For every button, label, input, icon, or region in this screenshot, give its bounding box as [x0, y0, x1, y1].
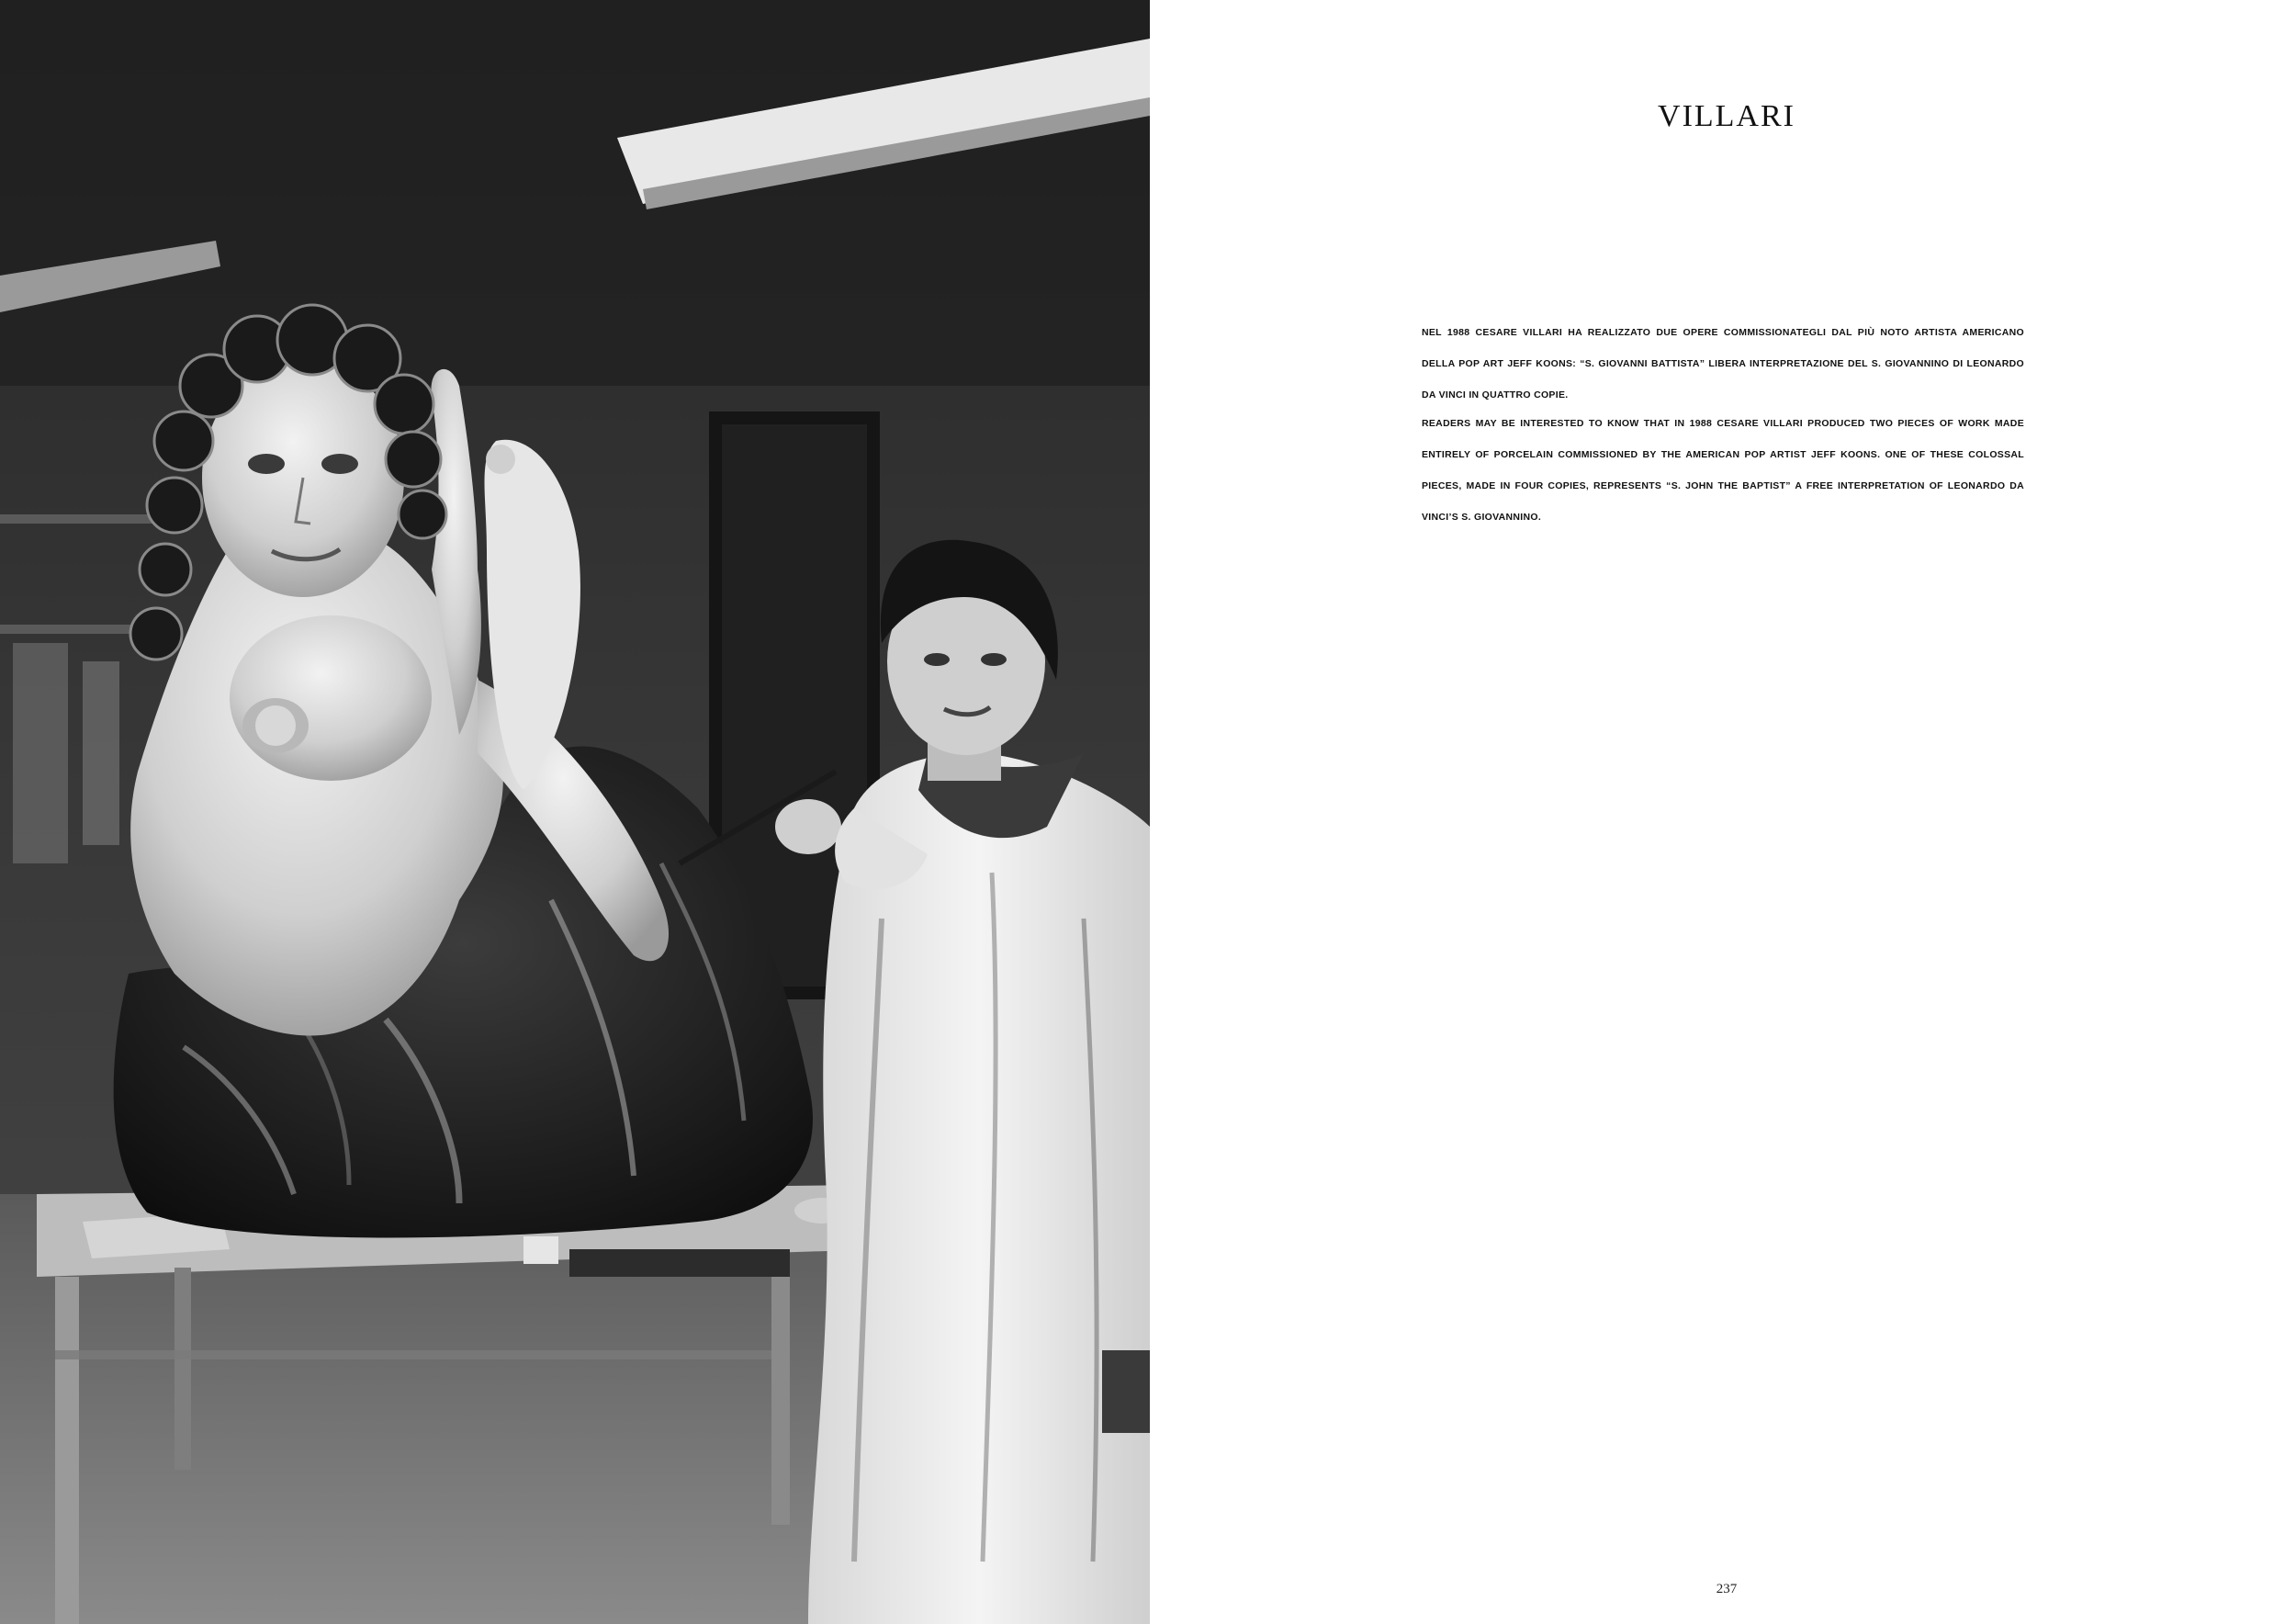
page-number: 237	[1716, 1582, 1738, 1596]
page-title: VILLARI	[1658, 99, 1795, 133]
paragraph-italian: NEL 1988 CESARE VILLARI HA REALIZZATO DUE OPERE COMMISSIONATEGLI DAL PIÙ NOTO ARTISTA AMERICANO DELLA POP ART JEFF KOONS: “S. GIOVANNI BATTISTA” LIBERA INTERPRETAZIONE DEL S. GIOVANNINO DI LEONARDO DA VINCI IN QUATTRO COPIE.	[1422, 327, 2024, 400]
paragraph-english: READERS MAY BE INTERESTED TO KNOW THAT IN 1988 CESARE VILLARI PRODUCED TWO PIECES OF WORK MADE ENTIRELY OF PORCELAIN COMMISSIONED BY THE AMERICAN POP ARTIST JEFF KOONS. ONE OF THESE COLOSSAL PIECES, MADE IN FOUR COPIES, REPRESENTS “S. JOHN THE BAPTIST” A FREE INTERPRETATION OF LEONARDO DA VINCI’S S. GIOVANNINO.	[1422, 418, 2024, 523]
